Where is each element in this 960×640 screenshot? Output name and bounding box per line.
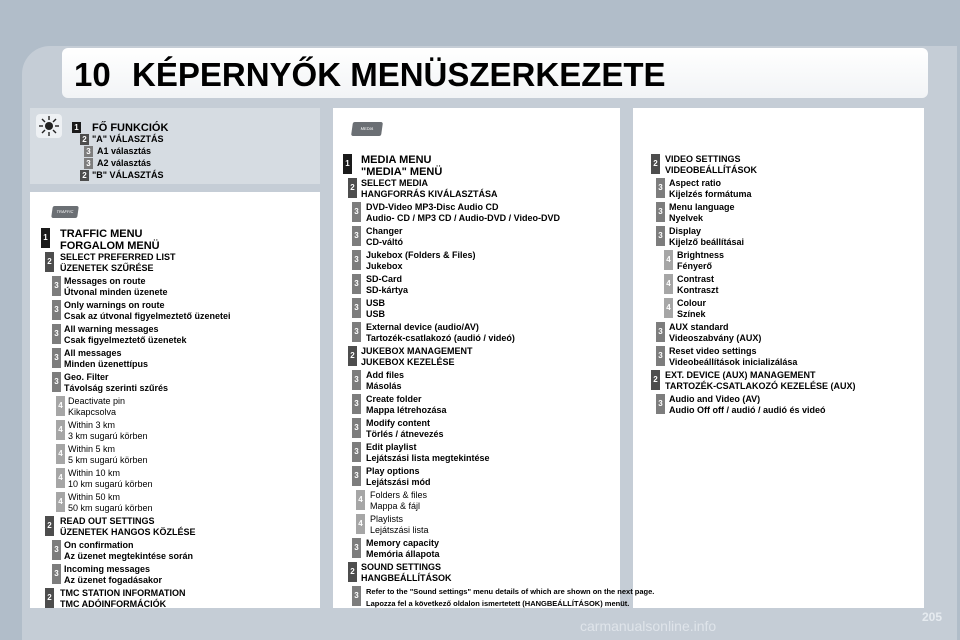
menu-item-line: Kontraszt [677, 285, 719, 295]
menu-item [366, 370, 404, 392]
level-4-badge: 4 [56, 468, 65, 488]
menu-item-line: SOUND SETTINGS [361, 562, 442, 572]
menu-item-line: Within 50 km [68, 492, 121, 502]
menu-item [366, 466, 431, 488]
menu-item [361, 562, 452, 584]
brightness-icon [36, 114, 62, 138]
menu-item-line: FORGALOM MENÜ [60, 240, 160, 252]
menu-item [366, 586, 654, 610]
menu-item-line: Within 10 km [68, 468, 121, 478]
menu-item [60, 228, 160, 252]
menu-item [361, 154, 442, 178]
menu-item [64, 276, 168, 298]
menu-item [669, 202, 735, 224]
menu-item-line: FŐ FUNKCIÓK [92, 122, 169, 134]
menu-item [60, 516, 196, 538]
menu-item-line: On confirmation [64, 540, 134, 550]
menu-item-line: A2 választás [97, 158, 152, 168]
level-2-badge: 2 [348, 346, 357, 366]
menu-item-line: CD-váltó [366, 237, 404, 247]
level-1-badge: 1 [343, 154, 352, 174]
menu-item-line: Lejátszási lista megtekintése [366, 453, 490, 463]
level-4-badge: 4 [664, 274, 673, 294]
level-3-badge: 3 [656, 346, 665, 366]
media-button-icon: MEDIA [351, 122, 383, 136]
menu-item-line: Kijelző beállításai [669, 237, 745, 247]
menu-item [669, 226, 744, 248]
menu-item-line: Memória állapota [366, 549, 440, 559]
level-3-badge: 3 [52, 276, 61, 296]
menu-item [366, 250, 476, 272]
level-3-badge: 3 [352, 202, 361, 222]
menu-item [366, 226, 403, 248]
menu-item-line: VIDEO SETTINGS [665, 154, 741, 164]
menu-item [677, 298, 706, 320]
menu-item-line: A1 választás [97, 146, 152, 156]
menu-item-line: Kikapcsolva [68, 407, 117, 417]
menu-item [366, 418, 444, 440]
menu-item [64, 300, 231, 322]
level-1-badge: 1 [41, 228, 50, 248]
menu-item [665, 154, 757, 176]
level-3-badge: 3 [352, 466, 361, 486]
menu-item-line: Törlés / átnevezés [366, 429, 444, 439]
level-3-badge: 3 [352, 322, 361, 342]
menu-item-line: JUKEBOX MANAGEMENT [361, 346, 473, 356]
menu-item [366, 394, 447, 416]
menu-item-line: Tartozék-csatlakozó (audió / videó) [366, 333, 515, 343]
menu-item-line: Messages on route [64, 276, 146, 286]
menu-item-line: HANGFORRÁS KIVÁLASZTÁSA [361, 189, 498, 199]
menu-item-line: Within 3 km [68, 420, 116, 430]
menu-item-line: Create folder [366, 394, 422, 404]
menu-item-line: Az üzenet megtekintése során [64, 551, 194, 561]
menu-item-line: Lapozza fel a következő oldalon ismertetett (HANGBEÁLLÍTÁSOK) menüt. [366, 599, 630, 608]
menu-item-line: All messages [64, 348, 122, 358]
menu-item-line: TMC ADÓINFORMÁCIÓK [60, 599, 167, 609]
menu-item [669, 346, 797, 368]
menu-item-line: Jukebox [366, 261, 403, 271]
menu-item [60, 252, 176, 274]
menu-item-line: Edit playlist [366, 442, 417, 452]
menu-item [361, 346, 473, 368]
menu-item [370, 514, 429, 536]
level-1-badge: 1 [72, 122, 81, 133]
menu-item-line: Aspect ratio [669, 178, 722, 188]
level-3-badge: 3 [352, 586, 361, 606]
menu-item [97, 146, 151, 157]
menu-item-line: USB [366, 298, 386, 308]
menu-item-line: Deactivate pin [68, 396, 126, 406]
menu-item-line: Colour [677, 298, 706, 308]
level-4-badge: 4 [664, 250, 673, 270]
level-2-badge: 2 [45, 588, 54, 608]
menu-item-line: READ OUT SETTINGS [60, 516, 155, 526]
menu-item-line: Minden üzenettípus [64, 359, 148, 369]
level-3-badge: 3 [84, 146, 93, 157]
menu-item-line: VIDEOBEÁLLÍTÁSOK [665, 165, 758, 175]
level-3-badge: 3 [656, 202, 665, 222]
level-2-badge: 2 [348, 178, 357, 198]
menu-item-line: Az üzenet fogadásakor [64, 575, 163, 585]
menu-item-line: Audio Off off / audió / audió és videó [669, 405, 826, 415]
menu-item-line: ÜZENETEK SZŰRÉSE [60, 263, 154, 273]
level-3-badge: 3 [352, 418, 361, 438]
menu-item-line: 5 km sugarú körben [68, 455, 148, 465]
level-2-badge: 2 [348, 562, 357, 582]
page-title: KÉPERNYŐK MENÜSZERKEZETE [132, 56, 666, 93]
menu-item-line: Mappa létrehozása [366, 405, 447, 415]
menu-item-line: HANGBEÁLLÍTÁSOK [361, 573, 452, 583]
watermark: carmanualsonline.info [580, 618, 717, 634]
menu-item-line: Távolság szerinti szűrés [64, 383, 169, 393]
menu-item-line: Folders & files [370, 490, 428, 500]
menu-item-line: Display [669, 226, 702, 236]
level-3-badge: 3 [352, 274, 361, 294]
menu-item-line: Lejátszási mód [366, 477, 431, 487]
menu-item-line: Audio and Video (AV) [669, 394, 761, 404]
menu-item-line: Kijelzés formátuma [669, 189, 752, 199]
menu-item [68, 420, 148, 442]
level-3-badge: 3 [52, 300, 61, 320]
menu-item [366, 538, 440, 560]
menu-item-line: Refer to the "Sound settings" menu details of which are shown on the next page. [366, 587, 655, 596]
menu-item-line: SD-Card [366, 274, 403, 284]
level-3-badge: 3 [52, 324, 61, 344]
menu-item-line: JUKEBOX KEZELÉSE [361, 357, 455, 367]
menu-item-line: Incoming messages [64, 564, 151, 574]
menu-item-line: Fényerő [677, 261, 713, 271]
menu-item-line: Modify content [366, 418, 430, 428]
main-functions-panel [30, 108, 320, 184]
level-4-badge: 4 [356, 490, 365, 510]
menu-item-line: Nyelvek [669, 213, 704, 223]
menu-item [669, 178, 752, 200]
level-4-badge: 4 [56, 396, 65, 416]
menu-item [92, 134, 164, 145]
menu-item [361, 178, 498, 200]
menu-item-line: Színek [677, 309, 706, 319]
menu-item-line: Playlists [370, 514, 404, 524]
level-4-badge: 4 [356, 514, 365, 534]
menu-item-line: EXT. DEVICE (AUX) MANAGEMENT [665, 370, 816, 380]
menu-item [97, 158, 151, 169]
menu-item [366, 202, 560, 224]
chapter-number: 10 [74, 56, 111, 93]
page-number: 205 [921, 610, 942, 624]
menu-item-line: Contrast [677, 274, 715, 284]
level-3-badge: 3 [656, 226, 665, 246]
menu-item-line: Brightness [677, 250, 725, 260]
menu-item-line: DVD-Video MP3-Disc Audio CD [366, 202, 499, 212]
level-3-badge: 3 [352, 370, 361, 390]
menu-item-line: USB [366, 309, 386, 319]
level-3-badge: 3 [656, 178, 665, 198]
menu-item-line: AUX standard [669, 322, 729, 332]
menu-item-line: Within 5 km [68, 444, 116, 454]
menu-item-line: Changer [366, 226, 403, 236]
menu-item [68, 492, 153, 514]
menu-item [677, 250, 724, 272]
traffic-button-icon: TRAFFIC [51, 206, 79, 218]
level-3-badge: 3 [52, 564, 61, 584]
level-3-badge: 3 [656, 394, 665, 414]
level-2-badge: 2 [80, 170, 89, 181]
menu-item-line: SELECT PREFERRED LIST [60, 252, 176, 262]
menu-item [370, 490, 427, 512]
menu-item-line: Memory capacity [366, 538, 440, 548]
level-2-badge: 2 [651, 154, 660, 174]
level-2-badge: 2 [45, 252, 54, 272]
menu-item [665, 370, 856, 392]
menu-item-line: Másolás [366, 381, 402, 391]
menu-item [68, 396, 125, 418]
menu-item-line: SELECT MEDIA [361, 178, 429, 188]
menu-item [366, 322, 515, 344]
level-3-badge: 3 [352, 442, 361, 462]
menu-item-line: 10 km sugarú körben [68, 479, 153, 489]
level-2-badge: 2 [651, 370, 660, 390]
menu-item-line: 3 km sugarú körben [68, 431, 148, 441]
menu-item [669, 322, 761, 344]
menu-item-line: TRAFFIC MENU [60, 228, 143, 240]
menu-item-line: "B" VÁLASZTÁS [92, 170, 164, 180]
menu-item [68, 444, 148, 466]
menu-item-line: Play options [366, 466, 420, 476]
level-3-badge: 3 [52, 372, 61, 392]
menu-item-line: Videoszabvány (AUX) [669, 333, 762, 343]
menu-item [92, 170, 164, 181]
menu-item [68, 468, 153, 490]
level-3-badge: 3 [352, 226, 361, 246]
level-3-badge: 3 [352, 250, 361, 270]
level-4-badge: 4 [56, 420, 65, 440]
level-4-badge: 4 [664, 298, 673, 318]
level-4-badge: 4 [56, 444, 65, 464]
menu-item-line: Only warnings on route [64, 300, 165, 310]
menu-item-line: MEDIA MENU [361, 154, 432, 166]
menu-item [64, 372, 168, 394]
menu-item [64, 348, 148, 370]
menu-item-line: "A" VÁLASZTÁS [92, 134, 164, 144]
menu-item-line: Jukebox (Folders & Files) [366, 250, 476, 260]
level-2-badge: 2 [80, 134, 89, 145]
level-3-badge: 3 [352, 394, 361, 414]
menu-item-line: Audio- CD / MP3 CD / Audio-DVD / Video-DVD [366, 213, 560, 223]
menu-item-line: Menu language [669, 202, 735, 212]
menu-item-line: Mappa & fájl [370, 501, 421, 511]
level-3-badge: 3 [84, 158, 93, 169]
menu-item-line: Csak az útvonal figyelmeztető üzenetei [64, 311, 231, 321]
menu-item [669, 394, 826, 416]
menu-item [366, 442, 490, 464]
menu-item-line: Geo. Filter [64, 372, 109, 382]
menu-item [64, 540, 193, 562]
menu-item-line: Reset video settings [669, 346, 757, 356]
level-3-badge: 3 [52, 348, 61, 368]
menu-item [64, 564, 162, 586]
menu-item-line: Csak figyelmeztető üzenetek [64, 335, 187, 345]
menu-item-line: All warning messages [64, 324, 159, 334]
menu-item [366, 274, 408, 296]
level-3-badge: 3 [352, 538, 361, 558]
menu-item [677, 274, 719, 296]
menu-item [366, 298, 385, 320]
level-3-badge: 3 [656, 322, 665, 342]
level-4-badge: 4 [56, 492, 65, 512]
menu-item [64, 324, 187, 346]
menu-item-line: External device (audio/AV) [366, 322, 479, 332]
level-3-badge: 3 [352, 298, 361, 318]
menu-item [92, 122, 168, 134]
menu-item-line: Videobeállítások inicializálása [669, 357, 798, 367]
menu-item-line: ÜZENETEK HANGOS KÖZLÉSE [60, 527, 196, 537]
menu-item-line: SD-kártya [366, 285, 409, 295]
menu-item [60, 588, 185, 610]
menu-item-line: "MEDIA" MENÜ [361, 166, 443, 178]
menu-item-line: TMC STATION INFORMATION [60, 588, 186, 598]
menu-item-line: Add files [366, 370, 405, 380]
menu-item-line: Útvonal minden üzenete [64, 287, 168, 297]
level-2-badge: 2 [45, 516, 54, 536]
menu-item-line: TARTOZÉK-CSATLAKOZÓ KEZELÉSE (AUX) [665, 381, 856, 391]
level-3-badge: 3 [52, 540, 61, 560]
menu-item-line: Lejátszási lista [370, 525, 429, 535]
menu-item-line: 50 km sugarú körben [68, 503, 153, 513]
